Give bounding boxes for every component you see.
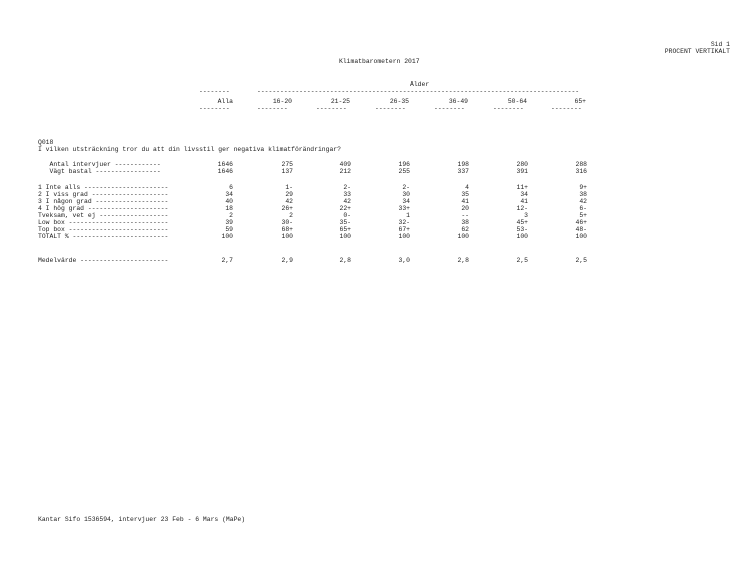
table-row-0-value-4: 4 [465, 184, 469, 191]
table-row-5-value-5: 45+ [516, 219, 528, 226]
base-row-weighted-value-6: 316 [575, 168, 587, 175]
base-row-interviews-label: Antal intervjuer ------------ [38, 161, 161, 168]
column-dash-5: -------- [493, 105, 524, 112]
column-header-0: Alla [217, 98, 233, 105]
table-row-1-value-2: 33 [343, 191, 351, 198]
table-row-6-value-6: 48- [575, 226, 587, 233]
table-row-3-value-2: 22+ [339, 205, 351, 212]
table-row-6-value-5: 53- [516, 226, 528, 233]
column-header-2: 21-25 [330, 98, 350, 105]
table-row-7-value-1: 100 [281, 233, 293, 240]
table-row-1-value-6: 38 [579, 191, 587, 198]
mean-row-value-4: 2,8 [457, 257, 469, 264]
table-row-5-value-6: 46+ [575, 219, 587, 226]
table-row-2-value-3: 34 [402, 198, 410, 205]
table-row-1-value-4: 35 [461, 191, 469, 198]
column-header-1: 16-20 [272, 98, 292, 105]
table-row-1-value-0: 34 [225, 191, 233, 198]
question-text: I vilken utsträckning tror du att din livsstil ger negativa klimatförändringar? [38, 146, 341, 153]
table-row-3-value-1: 26+ [281, 205, 293, 212]
table-row-4-value-1: 2 [289, 212, 293, 219]
table-row-2-label: 3 I någon grad ------------------- [38, 198, 169, 205]
table-row-7-value-4: 100 [457, 233, 469, 240]
column-dash-3: -------- [375, 105, 406, 112]
mean-row-value-0: 2,7 [221, 257, 233, 264]
column-dash-0: -------- [199, 105, 230, 112]
table-row-2-value-1: 42 [285, 198, 293, 205]
table-row-1-value-1: 29 [285, 191, 293, 198]
table-row-0-value-6: 9+ [579, 184, 587, 191]
age-group-dash: ------------------------------------------------------------------------------------ [257, 88, 580, 95]
column-header-3: 26-35 [389, 98, 409, 105]
mean-row-value-1: 2,9 [281, 257, 293, 264]
mean-row-value-5: 2,5 [516, 257, 528, 264]
column-header-6: 65+ [574, 98, 586, 105]
mean-row-value-2: 2,8 [339, 257, 351, 264]
age-group-label: Ålder [410, 81, 430, 88]
table-row-7-value-5: 100 [516, 233, 528, 240]
column-dash-6: -------- [551, 105, 582, 112]
report-title: Klimatbarometern 2017 [339, 58, 420, 65]
base-row-interviews-value-1: 275 [281, 161, 293, 168]
table-row-2-value-5: 41 [520, 198, 528, 205]
table-row-5-value-1: 30- [281, 219, 293, 226]
table-row-3-value-5: 12- [516, 205, 528, 212]
table-row-4-value-3: 1 [406, 212, 410, 219]
column-header-5: 50-64 [507, 98, 527, 105]
table-row-6-value-0: 59 [225, 226, 233, 233]
mean-row-label: Medelvärde ----------------------- [38, 257, 169, 264]
table-row-6-value-3: 67+ [398, 226, 410, 233]
table-row-4-value-6: 5+ [579, 212, 587, 219]
table-row-0-value-5: 11+ [516, 184, 528, 191]
table-row-0-label: 1 Inte alls ---------------------- [38, 184, 169, 191]
base-row-weighted-value-4: 337 [457, 168, 469, 175]
base-row-weighted-label: Vägt bastal ----------------- [38, 168, 161, 175]
column-header-4: 36-49 [448, 98, 468, 105]
base-row-interviews-value-0: 1646 [217, 161, 233, 168]
table-row-7-value-2: 100 [339, 233, 351, 240]
table-row-5-value-2: 35- [339, 219, 351, 226]
table-row-6-value-1: 68+ [281, 226, 293, 233]
base-row-weighted-value-1: 137 [281, 168, 293, 175]
percent-mode: PROCENT VERTIKALT [664, 48, 730, 55]
table-row-7-value-0: 100 [221, 233, 233, 240]
base-row-weighted-value-0: 1646 [217, 168, 233, 175]
table-row-6-value-2: 65+ [339, 226, 351, 233]
base-row-interviews-value-2: 409 [339, 161, 351, 168]
base-row-interviews-value-3: 196 [398, 161, 410, 168]
question-code: Q018 [38, 139, 54, 146]
table-row-6-label: Top box -------------------------- [38, 226, 169, 233]
footer-note: Kantar Sifo 1536594, intervjuer 23 Feb - 6 Mars (MaPe) [38, 516, 246, 523]
table-row-0-value-2: 2- [343, 184, 351, 191]
table-row-1-label: 2 I viss grad -------------------- [38, 191, 169, 198]
column-dash-1: -------- [257, 105, 288, 112]
table-row-4-label: Tveksam, vet ej ------------------ [38, 212, 169, 219]
base-row-interviews-value-6: 288 [575, 161, 587, 168]
table-row-2-value-2: 42 [343, 198, 351, 205]
table-row-4-value-4: -- [461, 212, 469, 219]
table-row-0-value-1: 1- [285, 184, 293, 191]
table-row-0-value-0: 6 [229, 184, 233, 191]
column-dash-4: -------- [434, 105, 465, 112]
table-row-4-value-0: 2 [229, 212, 233, 219]
table-row-3-value-0: 18 [225, 205, 233, 212]
table-row-1-value-5: 34 [520, 191, 528, 198]
table-row-1-value-3: 30 [402, 191, 410, 198]
table-row-3-value-3: 33+ [398, 205, 410, 212]
mean-row-value-6: 2,5 [575, 257, 587, 264]
table-row-3-value-4: 20 [461, 205, 469, 212]
table-row-4-value-2: 0- [343, 212, 351, 219]
table-row-2-value-0: 40 [225, 198, 233, 205]
table-row-3-label: 4 I hög grad --------------------- [38, 205, 169, 212]
base-row-interviews-value-4: 198 [457, 161, 469, 168]
base-row-weighted-value-2: 212 [339, 168, 351, 175]
table-row-5-value-0: 39 [225, 219, 233, 226]
table-row-7-value-6: 100 [575, 233, 587, 240]
table-row-6-value-4: 62 [461, 226, 469, 233]
alla-dash-top: -------- [199, 88, 230, 95]
table-row-4-value-5: 3 [524, 212, 528, 219]
table-row-7-label: TOTALT % ------------------------- [38, 233, 169, 240]
base-row-weighted-value-3: 255 [398, 168, 410, 175]
table-row-3-value-6: 6- [579, 205, 587, 212]
table-row-2-value-4: 41 [461, 198, 469, 205]
table-row-0-value-3: 2- [402, 184, 410, 191]
table-row-7-value-3: 100 [398, 233, 410, 240]
column-dash-2: -------- [316, 105, 347, 112]
base-row-interviews-value-5: 280 [516, 161, 528, 168]
table-row-2-value-6: 42 [579, 198, 587, 205]
page-number: Sid 1 [710, 41, 730, 48]
table-row-5-value-4: 38 [461, 219, 469, 226]
table-row-5-label: Low box -------------------------- [38, 219, 169, 226]
table-row-5-value-3: 32- [398, 219, 410, 226]
mean-row-value-3: 3,0 [398, 257, 410, 264]
base-row-weighted-value-5: 391 [516, 168, 528, 175]
